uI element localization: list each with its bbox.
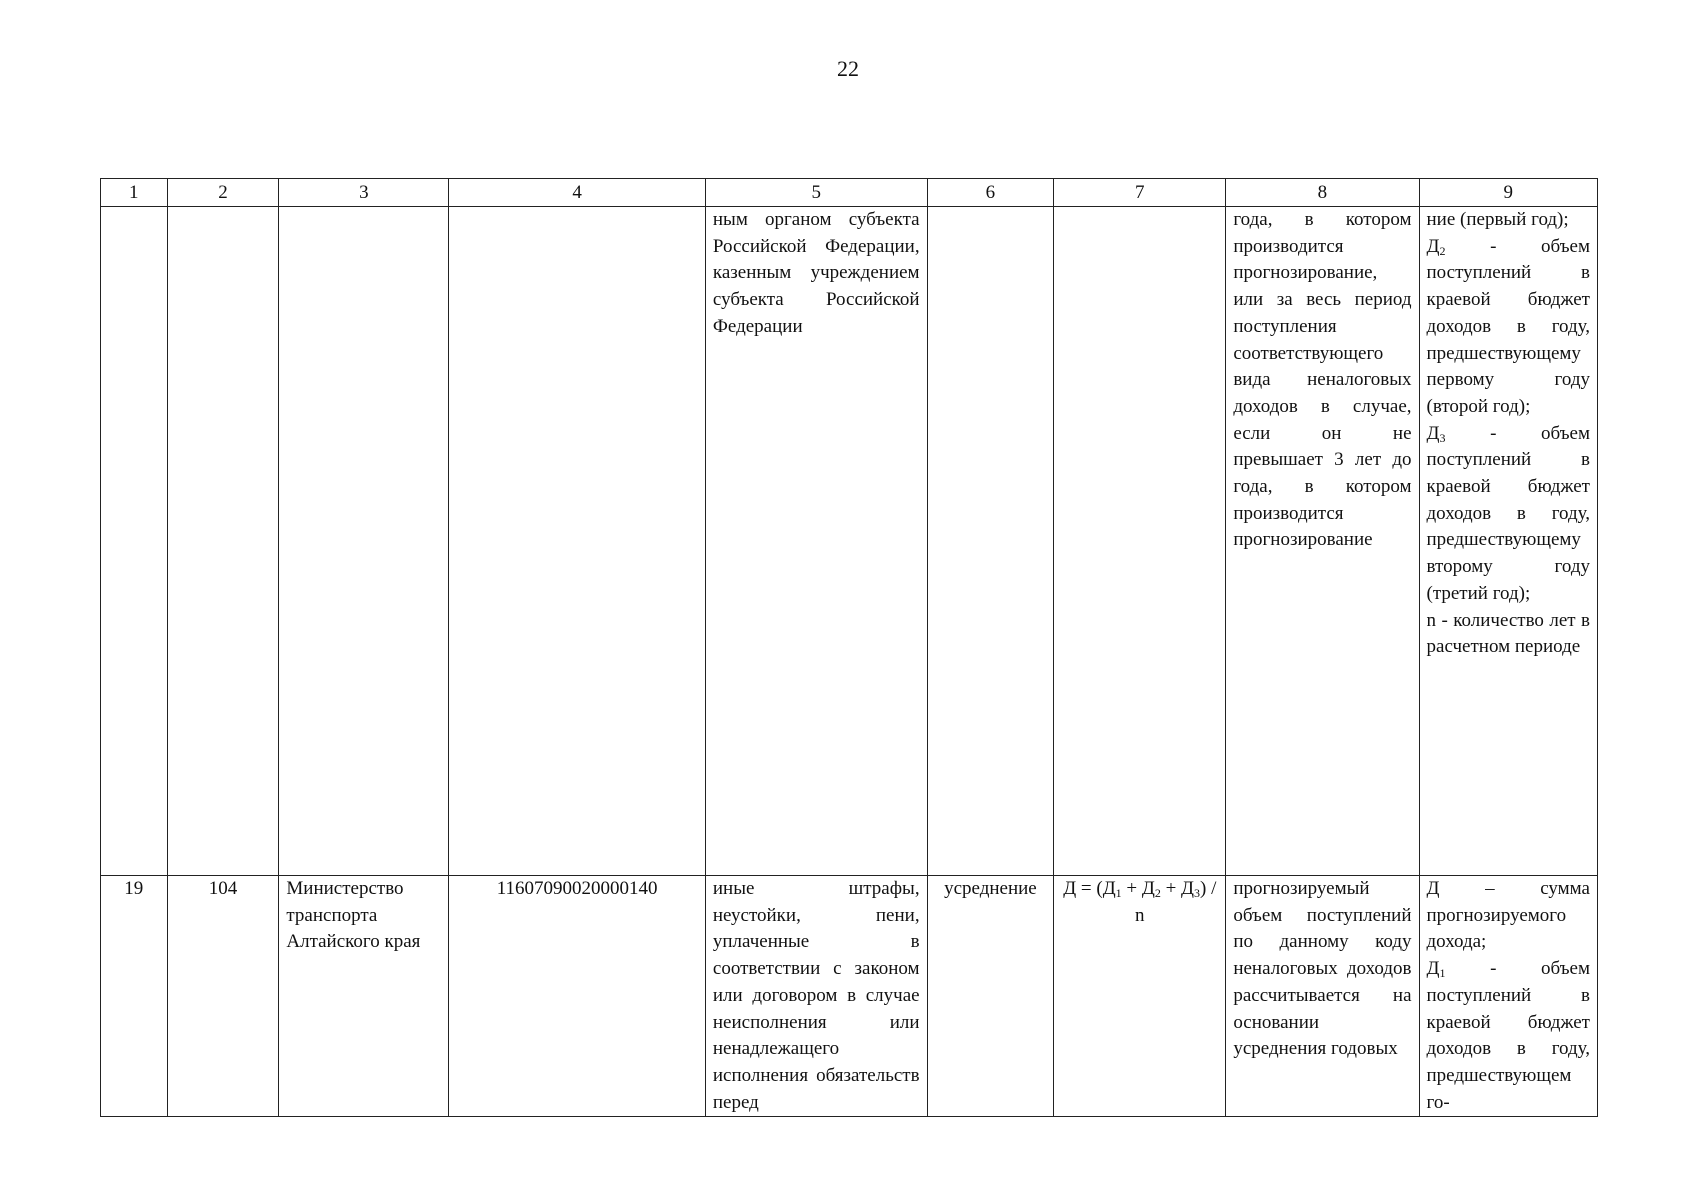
forecast-method-table — [100, 178, 1598, 1117]
indicator-line: ние (первый год); — [1426, 209, 1569, 230]
table-cell — [449, 207, 706, 876]
indicator-line: $Д_1$ - объем поступлений в краевой бюджет доходов в году, предшествующем го- — [1426, 958, 1590, 1113]
column-header: 2 — [167, 179, 279, 207]
indicator-line: n - количество лет в расчетном периоде — [1426, 609, 1590, 658]
table-cell — [167, 207, 279, 876]
table-cell — [101, 207, 168, 876]
indicators-description-cell — [1419, 876, 1597, 1117]
table-header-row — [101, 179, 1598, 207]
row-number-cell: 19 — [101, 876, 168, 1117]
table-row — [101, 876, 1598, 1117]
column-header: 7 — [1054, 179, 1226, 207]
indicator-line: $Д_3$ - объем поступлений в краевой бюджет доходов в году, предшествующему второму году (третий год); — [1426, 422, 1590, 604]
column-header: 4 — [449, 179, 706, 207]
column-header: 5 — [705, 179, 927, 207]
kbk-code-cell: 11607090020000140 — [449, 876, 706, 1117]
column-header: 9 — [1419, 179, 1597, 207]
page-number: 22 — [837, 56, 859, 81]
column-header: 1 — [101, 179, 168, 207]
column-header: 8 — [1226, 179, 1419, 207]
indicator-line: $Д_2$ - объем поступлений в краевой бюджет доходов в году, предшествующему первому году (второй год); — [1426, 235, 1590, 417]
revenue-description-cell: иные штрафы, неустойки, пени, уплаченные в соответствии с законом или договором в случае неисполнения или ненадлежащего исполнения обязательств перед — [705, 876, 927, 1117]
table-cell — [927, 207, 1054, 876]
forecast-method-cell: усреднение — [927, 876, 1054, 1117]
column-header: 6 — [927, 179, 1054, 207]
table-cell — [1054, 207, 1226, 876]
table-cell — [279, 207, 449, 876]
indicator-line: Д – сумма прогнозируемого дохода; — [1426, 878, 1590, 953]
calculation-algorithm-cell: года, в котором производится прогнозирование, или за весь период поступления соответствующего вида неналоговых доходов в случае, если он не превышает 3 лет до года, в котором производится прогнозирование — [1226, 207, 1419, 876]
table-row-continuation — [101, 207, 1598, 876]
indicators-description-cell — [1419, 207, 1597, 876]
formula-cell: $Д = (Д_1 + Д_2 + Д_3) / n$ — [1054, 876, 1226, 1117]
revenue-description-cell: ным органом субъекта Российской Федерации, казенным учреждением субъекта Российской Федерации — [705, 207, 927, 876]
administrator-code-cell: 104 — [167, 876, 279, 1117]
calculation-algorithm-cell: прогнозируемый объем поступлений по данному коду неналоговых доходов рассчитывается на основании усреднения годовых — [1226, 876, 1419, 1117]
administrator-name-cell: Министерство транспорта Алтайского края — [279, 876, 449, 1117]
column-header: 3 — [279, 179, 449, 207]
